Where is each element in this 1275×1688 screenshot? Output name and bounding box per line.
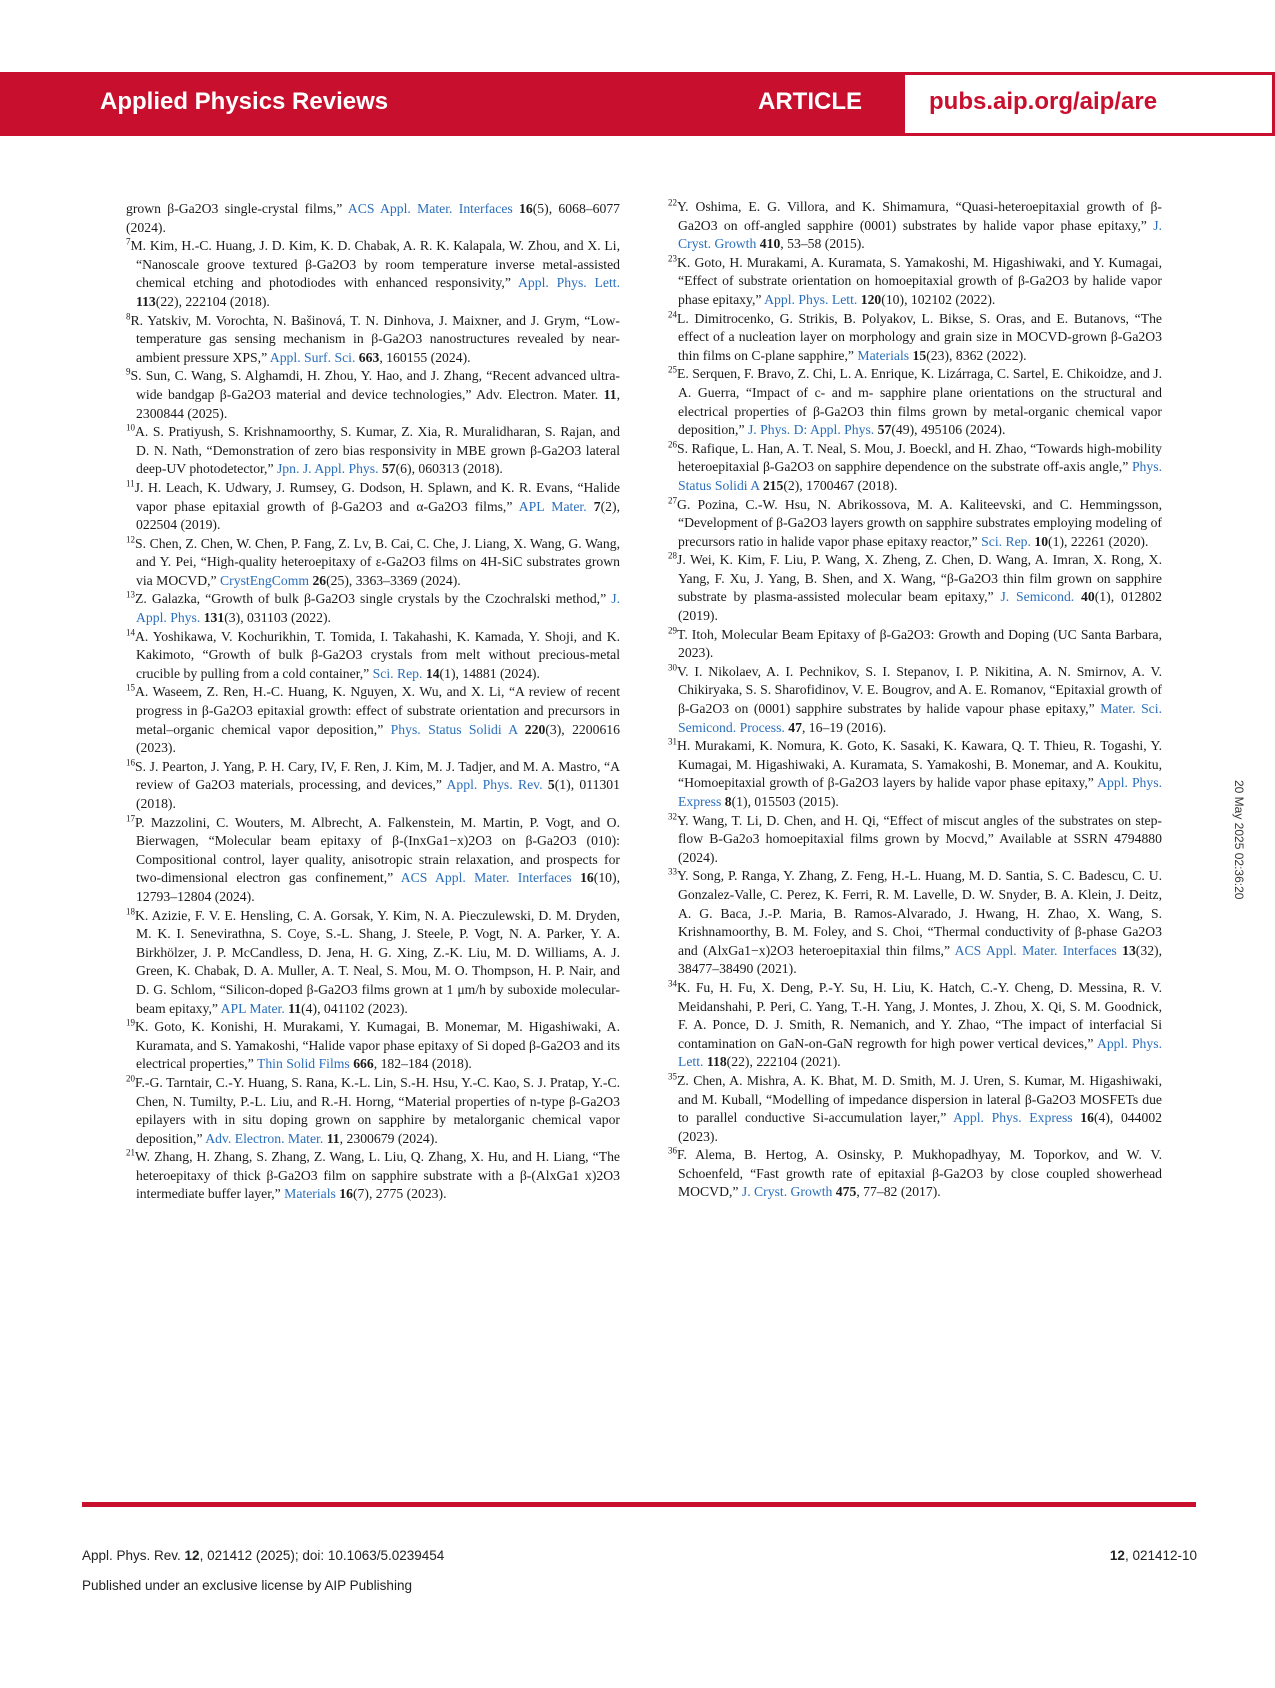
reference-number: 23 (668, 253, 677, 264)
journal-link[interactable]: J. Phys. D: Appl. Phys. (747, 422, 875, 438)
journal-link[interactable]: Phys. Status Solidi A (390, 721, 518, 737)
reference-item (668, 811, 1162, 868)
journal-link[interactable]: Thin Solid Films (256, 1056, 350, 1072)
journal-link[interactable]: Adv. Electron. Mater. (205, 1130, 324, 1146)
reference-volume: 11 (288, 1000, 302, 1016)
reference-volume: 215 (762, 477, 784, 493)
reference-volume: 663 (358, 349, 380, 365)
reference-volume: 11 (603, 386, 617, 402)
reference-pages: (4), 041102 (2023). (301, 1000, 408, 1016)
reference-number: 15 (126, 682, 135, 693)
reference-number: 16 (126, 757, 135, 768)
journal-title[interactable]: Applied Physics Reviews (100, 88, 389, 115)
reference-volume: 5 (547, 777, 555, 793)
reference-text: Y. Oshima, E. G. Villora, and K. Shimamura, “Quasi-heteroepitaxial growth of β-Ga2O3 on off-angled sapphire (0001) substrates by halide vapor phase epitaxy,” (677, 199, 1162, 233)
footer-citation-post[interactable]: , 021412 (2025); doi: 10.1063/5.0239454 (199, 1548, 445, 1563)
reference-text: K. Fu, H. Fu, X. Deng, P.-Y. Su, H. Liu, K. Hatch, C.-Y. Cheng, D. Messina, R. V. Meidanshahi, P. Peri, C. Yang, T.-H. Yang, J. Montes, J. Zhou, X. Qi, S. M. Goodnick, F. A. Ponce, D. J. Smith, R. Nemanich, and Y. Zhao, “The impact of interfacial Si contamination on GaN-on-GaN regrowth for high power vertical devices,” (677, 979, 1162, 1051)
reference-text: K. Goto, H. Murakami, A. Kuramata, S. Yamakoshi, M. Higashiwaki, and Y. Kumagai, “Effect of substrate orientation on homoepitaxial growth of β-Ga2O3 by halide vapor phase epitaxy,” (677, 254, 1162, 307)
reference-number: 12 (126, 534, 135, 545)
reference-number: 13 (126, 589, 135, 600)
reference-volume: 15 (912, 347, 927, 363)
reference-volume: 14 (425, 665, 440, 681)
reference-item (126, 1017, 620, 1074)
reference-text: G. Pozina, C.-W. Hsu, N. Abrikossova, M. A. Kaliteevski, and C. Hemmingsson, “Development of β-Ga2O3 layers growth on sapphire substrates employing modeling of precursors ratio in halide vapor phase epitaxy reactor,” (677, 496, 1162, 549)
reference-volume: 16 (339, 1186, 353, 1202)
reference-volume: 666 (353, 1056, 374, 1072)
reference-number: 11 (126, 478, 135, 489)
reference-number: 34 (668, 978, 677, 989)
reference-item (668, 978, 1162, 1072)
journal-link[interactable]: Appl. Phys. Lett. (764, 291, 858, 307)
reference-pages: (1), 14881 (2024). (439, 665, 540, 681)
reference-pages: , 160155 (2024). (379, 349, 471, 365)
reference-pages: , 16–19 (2016). (801, 719, 887, 735)
reference-text: M. Kim, H.-C. Huang, J. D. Kim, K. D. Chabak, A. R. K. Kalapala, W. Zhou, and X. Li, “Nanoscale groove textured β-Ga2O3 by room temperature inverse metal-assisted chemical etching and photodiodes with enhanced responsivity,” (130, 238, 620, 291)
reference-item (668, 364, 1162, 439)
reference-item (126, 757, 620, 814)
reference-item (668, 309, 1162, 366)
journal-link[interactable]: Appl. Phys. Lett. (518, 275, 621, 291)
reference-text: H. Murakami, K. Nomura, K. Goto, K. Sasaki, K. Kawara, Q. T. Thieu, R. Togashi, Y. Kumagai, M. Higashiwaki, A. Kuramata, S. Yamakoshi, B. Monemar, and A. Koukitu, “Homoepitaxial growth of β-Ga2O3 layers by halide vapor phase epitaxy,” (677, 738, 1162, 791)
reference-item (668, 625, 1162, 663)
reference-item (126, 627, 620, 684)
reference-volume: 220 (524, 721, 546, 737)
reference-pages: (1), 012802 (2019). (678, 589, 1163, 624)
reference-number: 24 (668, 309, 677, 319)
reference-volume: 47 (788, 719, 802, 735)
footer-citation (82, 1548, 444, 1563)
reference-number: 25 (668, 364, 677, 375)
reference-text: E. Serquen, F. Bravo, Z. Chi, L. A. Enrique, K. Lizárraga, C. Sartel, E. Chikoidze, and J. A. Guerra, “Impact of c- and m- sapphire plane orientations on the structural and electrical properties of β-Ga2O3 thin films grown by metal-organic chemical vapor deposition,” (677, 366, 1162, 438)
reference-text: L. Dimitrocenko, G. Strikis, B. Polyakov, L. Bikse, S. Oras, and E. Butanovs, “The effect of a nucleation layer on morphology and grain size in MOCVD-grown β-Ga2O3 thin films on C-plane sapphire,” (677, 310, 1162, 363)
reference-pages: (32), 38477–38490 (2021). (678, 942, 1163, 977)
reference-pages: , 77–82 (2017). (856, 1184, 941, 1200)
page-volume: 12 (1109, 1548, 1125, 1563)
reference-pages: , 53–58 (2015). (780, 236, 865, 252)
reference-volume: 8 (724, 794, 732, 809)
reference-text: K. Azizie, F. V. E. Hensling, C. A. Gorsak, Y. Kim, N. A. Pieczulewski, D. M. Dryden, M. K. I. Senevirathna, S. Coye, S.-L. Shang, J. Steele, P. Vogt, N. A. Parker, Y. A. Birkhölzer, J. P. McCandless, D. Jena, H. G. Xing, Z.-K. Liu, M. D. Williams, A. J. Green, K. Chabak, D. A. Muller, A. T. Neal, S. Mou, M. O. Thompson, H. P. Nair, and D. G. Schlom, “Silicon-doped β-Ga2O3 films grown at 1 μm/h by suboxide molecular-beam epitaxy,” (135, 907, 620, 1016)
reference-item (668, 1145, 1162, 1202)
reference-text: J. H. Leach, K. Udwary, J. Rumsey, G. Dodson, H. Splawn, and K. R. Evans, “Halide vapor phase epitaxial growth of β-Ga2O3 and α-Ga2O3 films,” (134, 479, 620, 514)
journal-link[interactable]: J. Semicond. (1000, 589, 1075, 605)
reference-pages: (22), 222104 (2021). (726, 1054, 841, 1070)
footer-license: Published under an exclusive license by AIP Publishing (82, 1578, 412, 1593)
reference-text: S. Sun, C. Wang, S. Alghamdi, H. Zhou, Y. Hao, and J. Zhang, “Recent advanced ultra-wide bandgap β-Ga2O3 material and device technologies,” Adv. Electron. Mater. (130, 368, 620, 402)
journal-link[interactable]: CrystEngComm (220, 572, 310, 588)
journal-link[interactable]: Appl. Phys. Express (953, 1110, 1073, 1126)
references-right-column (668, 198, 1162, 1202)
reference-text: F. Alema, B. Hertog, A. Osinsky, P. Mukhopadhyay, M. Toporkov, and W. V. Schoenfeld, “Fast growth rate of epitaxial β-Ga2O3 by close coupled showerhead MOCVD,” (677, 1147, 1162, 1200)
reference-pages: (10), 102102 (2022). (881, 291, 996, 307)
reference-volume: 16 (1080, 1110, 1094, 1126)
reference-pages: (5), 6068–6077 (2024). (126, 201, 621, 235)
reference-volume: 13 (1122, 942, 1136, 958)
reference-pages: (2), 1700467 (2018). (783, 477, 898, 493)
reference-pages: (6), 060313 (2018). (395, 461, 503, 477)
reference-volume: 475 (835, 1184, 857, 1200)
page-number (1110, 1548, 1197, 1563)
reference-volume: 57 (381, 461, 396, 477)
reference-item (668, 253, 1162, 310)
journal-link[interactable]: J. Cryst. Growth (741, 1184, 833, 1200)
footer-citation-pre: Appl. Phys. Rev. (82, 1548, 185, 1563)
reference-pages: (3), 031103 (2022). (224, 610, 331, 626)
footer-divider (82, 1502, 1196, 1507)
reference-number: 19 (126, 1017, 135, 1028)
reference-text: A. S. Pratiyush, S. Krishnamoorthy, S. Kumar, Z. Xia, R. Muralidharan, S. Rajan, and D. N. Nath, “Demonstration of zero bias responsivity in MBE grown β-Ga2O3 lateral deep-UV photodetector,” (135, 424, 620, 477)
reference-item (126, 236, 621, 311)
reference-pages: (3), 2200616 (2023). (136, 721, 620, 756)
reference-number: 29 (668, 625, 677, 636)
reference-item (126, 366, 620, 423)
journal-link[interactable]: Jpn. J. Appl. Phys. (276, 461, 379, 477)
journal-link[interactable]: Sci. Rep. (372, 665, 423, 681)
reference-volume: 7 (593, 498, 601, 514)
reference-text: grown β-Ga2O3 single-crystal films,” (126, 201, 348, 216)
reference-pages: (7), 2775 (2023). (352, 1186, 447, 1202)
journal-link[interactable]: J. Cryst. Growth (678, 217, 1162, 252)
journal-link[interactable]: Sci. Rep. (981, 533, 1031, 549)
journal-link[interactable]: Materials (857, 347, 910, 363)
footer-citation-volume: 12 (184, 1548, 200, 1563)
reference-item (126, 534, 620, 591)
reference-number: 10 (126, 422, 135, 433)
journal-url-link[interactable]: pubs.aip.org/aip/are (929, 88, 1158, 115)
reference-number: 35 (668, 1071, 677, 1082)
reference-text: R. Yatskiv, M. Vorochta, N. Bašinová, T. N. Dinhova, J. Maixner, and J. Grym, “Low-temperature gas sensing mechanism in β-Ga2O3 nanostructures revealed by near-ambient pressure XPS,” (130, 312, 620, 365)
download-timestamp (1232, 780, 1252, 950)
reference-text: W. Zhang, H. Zhang, S. Zhang, Z. Wang, L. Liu, Q. Zhang, X. Hu, and H. Liang, “The heteroepitaxy of thick β-Ga2O3 film on sapphire substrate with a β-(AlxGa1 x)2O3 intermediate buffer layer,” (135, 1149, 620, 1202)
reference-item (126, 422, 620, 479)
reference-text: A. Yoshikawa, V. Kochurikhin, T. Tomida, I. Takahashi, K. Kamada, Y. Shoji, and K. Kakimoto, “Growth of bulk β-Ga2O3 crystals from melt without precious-metal crucible by pulling from a cold container,” (135, 628, 620, 681)
reference-number: 7 (126, 236, 131, 247)
reference-number: 22 (668, 197, 677, 208)
reference-item (126, 1147, 620, 1204)
journal-link[interactable]: ACS Appl. Mater. Interfaces (347, 201, 513, 216)
journal-link[interactable]: Appl. Phys. Express (678, 775, 1162, 809)
journal-link[interactable]: ACS Appl. Mater. Interfaces (954, 942, 1117, 958)
reference-item (668, 1071, 1163, 1146)
journal-url-box[interactable] (904, 74, 1273, 134)
reference-item (668, 662, 1162, 737)
reference-volume: 16 (519, 201, 533, 216)
journal-link[interactable]: J. Appl. Phys. (136, 591, 620, 626)
reference-number: 18 (126, 906, 135, 916)
reference-pages: (25), 3363–3369 (2024). (326, 572, 461, 588)
reference-item (126, 311, 620, 368)
journal-link[interactable]: Appl. Phys. Lett. (678, 1035, 1162, 1070)
reference-item (126, 906, 620, 1019)
reference-number: 17 (126, 813, 135, 824)
reference-text: A. Waseem, Z. Ren, H.-C. Huang, K. Nguyen, X. Wu, and X. Li, “A review of recent progress in β-Ga2O3 epitaxial growth: effect of substrate orientation and precursors in metal–organic chemical vapor deposition,” (135, 684, 620, 737)
reference-pages: , 2300844 (2025). (136, 386, 620, 421)
reference-number: 14 (126, 627, 135, 638)
reference-volume: 113 (136, 293, 156, 309)
reference-item (126, 200, 620, 237)
reference-pages: , 182–184 (2018). (373, 1056, 472, 1072)
journal-link[interactable]: ACS Appl. Mater. Interfaces (400, 870, 572, 886)
reference-number: 36 (668, 1145, 677, 1156)
reference-number: 28 (668, 550, 677, 561)
reference-pages: (10), 12793–12804 (2024). (136, 870, 620, 904)
reference-item (126, 478, 621, 535)
reference-text: Y. Song, P. Ranga, Y. Zhang, Z. Feng, H.-L. Huang, M. D. Santia, S. C. Badescu, C. U. Gonzalez-Valle, C. Perez, K. Ferri, R. M. Lavelle, D. W. Snyder, B. A. Klein, J. Deitz, A. G. Baca, J.-P. Maria, B. Ramos-Alvarado, J. Hwang, H. Zhao, X. Wang, S. Krishnamoorthy, B. M. Foley, and S. Choi, “Thermal conductivity of β-phase Ga2O3 and (AlxGa1−x)2O3 heteroepitaxial thin films,” (677, 868, 1162, 958)
reference-item (668, 197, 1162, 254)
references-left-column (126, 200, 620, 1204)
reference-text: S. Chen, Z. Chen, W. Chen, P. Fang, Z. Lv, B. Cai, C. Che, J. Liang, X. Wang, G. Wang, and Y. Pei, “High-quality heteroepitaxy of ε-Ga2O3 films on 4H-SiC substrates grown via MOCVD,” (135, 535, 620, 588)
journal-link[interactable]: Appl. Surf. Sci. (269, 349, 356, 365)
reference-item (126, 1073, 620, 1148)
reference-item (126, 813, 620, 907)
article-type-label: ARTICLE (758, 88, 862, 115)
reference-text: Z. Chen, A. Mishra, A. K. Bhat, M. D. Smith, M. J. Uren, S. Kumar, M. Higashiwaki, and M. Kuball, “Modelling of impedance dispersion in lateral β-Ga2O3 MOSFETs due to parallel conductive Si-accumulation layer,” (677, 1072, 1162, 1126)
reference-volume: 11 (326, 1130, 340, 1146)
journal-link[interactable]: Phys. Status Solidi A (678, 459, 1162, 493)
reference-pages: (1), 011301 (2018). (136, 777, 620, 811)
reference-volume: 57 (877, 422, 892, 438)
reference-pages: (22), 222104 (2018). (155, 293, 270, 309)
journal-link[interactable]: APL Mater. (220, 1000, 285, 1016)
reference-number: 31 (668, 736, 677, 747)
reference-number: 20 (126, 1073, 135, 1084)
reference-volume: 26 (312, 572, 327, 588)
header-bar (0, 72, 1275, 136)
reference-text: Z. Galazka, “Growth of bulk β-Ga2O3 single crystals by the Czochralski method,” (135, 591, 612, 607)
reference-pages: (4), 044002 (2023). (678, 1110, 1163, 1144)
reference-item (668, 439, 1162, 496)
reference-text: S. Rafique, L. Han, A. T. Neal, S. Mou, J. Boeckl, and H. Zhao, “Towards high-mobility heteroepitaxial β-Ga2O3 on sapphire dependence on the substrate off-axis angle,” (677, 440, 1162, 475)
reference-text: S. J. Pearton, J. Yang, P. H. Cary, IV, F. Ren, J. Kim, M. J. Tadjer, and M. A. Mastro, “A review of Ga2O3 materials, processing, and devices,” (135, 758, 620, 793)
journal-link[interactable]: Appl. Phys. Rev. (446, 777, 543, 793)
reference-number: 26 (668, 439, 677, 450)
reference-number: 30 (668, 662, 677, 673)
reference-pages: (1), 22261 (2020). (1048, 533, 1149, 549)
reference-text: V. I. Nikolaev, A. I. Pechnikov, S. I. Stepanov, I. P. Nikitina, A. N. Smirnov, A. V. Chikiryaka, S. S. Sharofidinov, V. E. Bougrov, and A. E. Romanov, “Epitaxial growth of β-Ga2O3 on (0001) sapphire substrates by halide vapour phase epitaxy,” (677, 663, 1162, 717)
reference-text: Y. Wang, T. Li, D. Chen, and H. Qi, “Effect of miscut angles of the substrates on step-flow B-Ga2o3 homoepitaxial films grown by Mocvd,” Available at SSRN 4794880 (2024). (677, 812, 1162, 865)
reference-pages: , 2300679 (2024). (339, 1130, 438, 1146)
reference-volume: 16 (580, 870, 594, 886)
reference-text: P. Mazzolini, C. Wouters, M. Albrecht, A. Falkenstein, M. Martin, P. Vogt, and O. Bierwagen, “Molecular beam epitaxy of β-(InxGa1−x)2O3 on β-Ga2O3 (010): Compositional control, layer quality, anisotropic strain relaxation, and prospects for two-dimensional electron gas confinement,” (135, 814, 620, 886)
page-article-number: , 021412-10 (1124, 1548, 1197, 1563)
journal-link[interactable]: APL Mater. (518, 498, 587, 514)
reference-item (126, 589, 620, 627)
reference-volume: 10 (1034, 533, 1049, 549)
reference-number: 27 (668, 494, 677, 505)
reference-item (668, 550, 1163, 625)
reference-text: F.-G. Tarntair, C.-Y. Huang, S. Rana, K.-L. Lin, S.-H. Hsu, Y.-C. Kao, S. J. Pratap, Y.-C. Chen, N. Tumilty, P.-L. Liu, and R.-H. Horng, “Material properties of n-type β-Ga2O3 epilayers with in situ doping grown on sapphire by metalorganic chemical vapor deposition,” (135, 1074, 620, 1146)
journal-link[interactable]: Mater. Sci. Semicond. Process. (678, 701, 1162, 735)
reference-volume: 410 (759, 236, 781, 252)
reference-volume: 131 (203, 610, 225, 626)
reference-volume: 40 (1081, 589, 1095, 605)
reference-pages: (2), 022504 (2019). (136, 498, 621, 533)
reference-pages: (23), 8362 (2022). (926, 347, 1027, 363)
reference-item (668, 866, 1163, 979)
reference-volume: 118 (706, 1054, 727, 1070)
reference-number: 9 (126, 366, 131, 377)
reference-text: J. Wei, K. Kim, F. Liu, P. Wang, X. Zheng, Z. Chen, D. Wang, A. Imran, X. Rong, X. Yang, F. Xu, J. Yang, B. Shen, and X. Wang, “β-Ga2O3 thin film grown on sapphire substrate by plasma-assisted molecular beam epitaxy,” (677, 552, 1162, 605)
reference-number: 33 (668, 866, 677, 877)
reference-pages: (49), 495106 (2024). (891, 422, 1006, 438)
reference-pages: (1), 015503 (2015). (731, 794, 839, 809)
reference-number: 21 (126, 1147, 135, 1158)
reference-text: T. Itoh, Molecular Beam Epitaxy of β-Ga2O3: Growth and Doping (UC Santa Barbara, 2023). (677, 626, 1162, 661)
reference-number: 32 (668, 811, 677, 822)
reference-volume: 120 (860, 291, 882, 307)
reference-item (126, 682, 620, 757)
reference-number: 8 (126, 311, 131, 321)
download-timestamp-text: 20 May 2025 02:36:20 (1232, 780, 1246, 900)
journal-link[interactable]: Materials (284, 1186, 336, 1202)
reference-item (668, 736, 1162, 811)
reference-text: K. Goto, K. Konishi, H. Murakami, Y. Kumagai, B. Monemar, M. Higashiwaki, A. Kuramata, and S. Yamakoshi, “Halide vapor phase epitaxy of Si doped β-Ga2O3 and its electrical properties,” (135, 1019, 620, 1072)
reference-item (668, 494, 1162, 552)
